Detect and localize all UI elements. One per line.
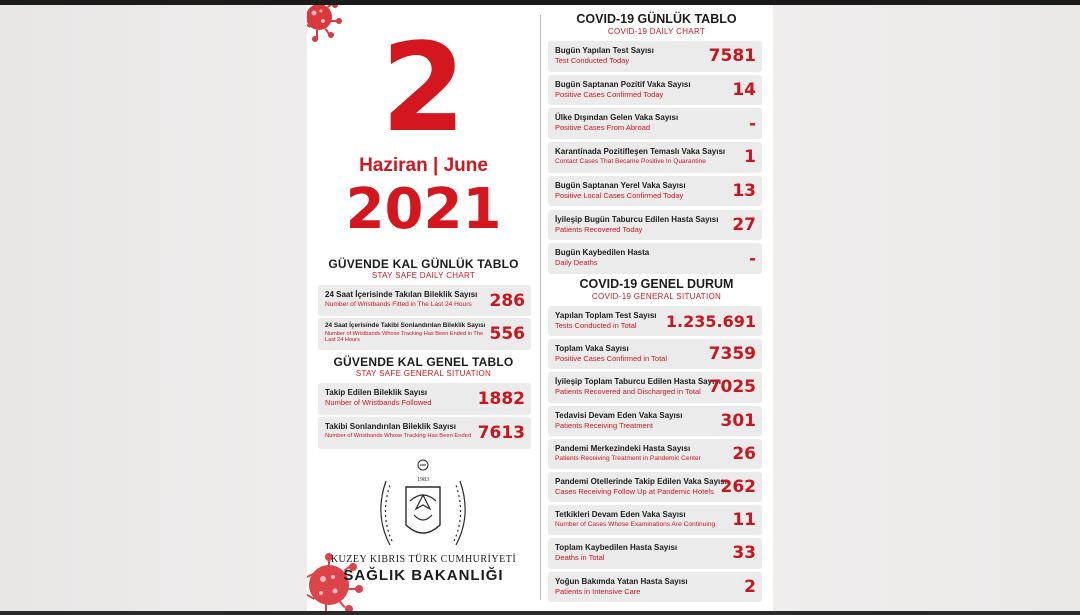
- row-value: 262: [720, 477, 756, 498]
- row-label-en: Patients Recovered and Discharged in Total: [555, 387, 701, 397]
- row-value: 26: [732, 443, 756, 464]
- row-label-tr: 24 Saat İçerisinde Takibi Sonlandırılan Bileklik Sayısı: [325, 322, 486, 329]
- row-label-tr: Bugün Kaybedilen Hasta: [555, 248, 650, 258]
- list-item: [548, 142, 762, 173]
- list-item: [548, 339, 762, 369]
- list-item: [548, 306, 762, 336]
- covid-daily-subtitle: COVID-19 DAILY CHART: [607, 27, 706, 36]
- list-item: [548, 75, 762, 106]
- row-value: 1: [744, 147, 756, 168]
- row-value: 7025: [708, 377, 756, 398]
- stay-safe-daily-subtitle: STAY SAFE DAILY CHART: [371, 271, 476, 280]
- row-value: 7359: [708, 344, 756, 365]
- row-label-tr: Takibi Sonlandırılan Bileklik Sayısı: [325, 422, 457, 431]
- list-item: [548, 372, 762, 402]
- list-item: [318, 417, 531, 449]
- list-item: [548, 538, 762, 568]
- row-label-tr: Pandemi Otellerinde Takip Edilen Vaka Sayısı: [555, 477, 727, 486]
- window-bottom-bar: [0, 611, 1080, 615]
- row-label-tr: Tedavisi Devam Eden Vaka Sayısı: [555, 410, 683, 420]
- date-year: 2021: [345, 177, 502, 242]
- row-label-en: Deaths in Total: [555, 553, 605, 563]
- row-label-en: Cases Receiving Follow Up at Pandemic Hotels: [555, 487, 714, 496]
- list-item: [318, 318, 531, 350]
- row-value: 1.235.691: [665, 311, 756, 331]
- date-month: Haziran | June: [359, 155, 488, 176]
- stay-safe-general-subtitle: STAY SAFE GENERAL SITUATION: [355, 369, 492, 378]
- row-label-en: Patients Receiving Treatment: [555, 420, 653, 430]
- list-item: [548, 210, 762, 241]
- row-label-tr: Takip Edilen Bileklik Sayısı: [325, 388, 428, 397]
- row-label-tr: Yapılan Toplam Test Sayısı: [555, 311, 657, 320]
- list-item: [548, 41, 762, 72]
- row-label-en: Positive Cases Confirmed in Total: [555, 354, 667, 364]
- row-label-en: Contact Cases That Became Positive In Quarantine: [555, 158, 706, 166]
- row-label-tr: Karantinada Pozitifleşen Temaslı Vaka Sayısı: [555, 147, 726, 157]
- row-label-tr: Yoğun Bakımda Yatan Hasta Sayısı: [555, 576, 688, 586]
- row-value: 13: [732, 181, 756, 202]
- row-label-en: Positive Cases Confirmed Today: [555, 89, 664, 99]
- row-label-en: Number of Cases Whose Examinations Are Continuing: [555, 521, 716, 529]
- row-label-en: Number of Wristbands Fitted in The Last 24 Hours: [325, 301, 472, 308]
- row-value: 33: [732, 543, 756, 564]
- list-item: [548, 439, 762, 469]
- row-label-tr: Bugün Saptanan Pozitif Vaka Sayısı: [555, 79, 691, 89]
- row-label-tr: Tetkikleri Devam Eden Vaka Sayısı: [555, 510, 686, 520]
- list-item: [548, 243, 762, 274]
- row-label-en: Tests Conducted in Total: [555, 321, 637, 330]
- ministry-country: KUZEY KIBRIS TÜRK CUMHURİYETİ: [330, 554, 517, 565]
- list-item: [548, 572, 762, 602]
- list-item: [548, 505, 762, 535]
- row-label-en: Number of Wristbands Followed: [325, 398, 432, 407]
- row-label-en: Patients Receiving Treatment in Pandemic Center: [555, 454, 701, 462]
- row-value: 27: [732, 214, 756, 235]
- column-divider: [540, 15, 541, 600]
- covid-general-title: COVID-19 GENEL DURUM: [579, 277, 734, 291]
- list-item: [548, 472, 762, 502]
- row-value: 11: [732, 510, 756, 531]
- covid-poster: [307, 5, 773, 611]
- row-label-en: Number of Wristbands Whose Tracking Has Been Ended: [325, 433, 472, 439]
- row-label-tr: Bugün Yapılan Test Sayısı: [555, 46, 654, 55]
- covid-daily-title: COVID-19 GÜNLÜK TABLO: [576, 12, 737, 26]
- row-value: 556: [489, 324, 525, 344]
- row-label-en: Patients in Intensive Care: [555, 586, 641, 596]
- row-value: 2: [744, 576, 756, 597]
- row-label-en: Daily Deaths: [555, 258, 598, 268]
- row-label-en: Positive Local Cases Confirmed Today: [555, 190, 684, 200]
- row-value: 301: [720, 410, 756, 431]
- row-label-en: Number of Wristbands Whose Tracking Has Been Ended in The Last 24 Hours: [325, 331, 484, 344]
- row-label-tr: Pandemi Merkezindeki Hasta Sayısı: [555, 443, 691, 453]
- ministry-name: SAĞLIK BAKANLIĞI: [343, 567, 504, 584]
- row-label-en: Patients Recovered Today: [555, 224, 643, 234]
- row-label-en: Positive Cases From Abroad: [555, 123, 651, 133]
- row-value: -: [748, 248, 756, 269]
- emblem-year: 1983: [417, 477, 429, 483]
- list-item: [318, 383, 531, 415]
- stay-safe-daily-title: GÜVENDE KAL GÜNLÜK TABLO: [328, 257, 519, 271]
- row-value: 14: [732, 80, 756, 101]
- list-item: [318, 285, 531, 316]
- row-label-tr: İyileşip Bugün Taburcu Edilen Hasta Sayısı: [555, 214, 719, 224]
- stay-safe-general-title: GÜVENDE KAL GENEL TABLO: [333, 355, 514, 369]
- row-label-tr: Bugün Saptanan Yerel Vaka Sayısı: [555, 180, 686, 190]
- list-item: [548, 108, 762, 139]
- list-item: [548, 406, 762, 436]
- row-value: -: [748, 113, 756, 134]
- row-value: 1882: [477, 389, 525, 409]
- row-label-tr: Toplam Kaybedilen Hasta Sayısı: [555, 543, 678, 553]
- row-value: 286: [489, 290, 525, 311]
- date-day: 2: [381, 17, 466, 159]
- row-value: 7581: [708, 46, 756, 67]
- row-label-tr: Ülke Dışından Gelen Vaka Sayısı: [555, 113, 679, 123]
- row-label-tr: 24 Saat İçerisinde Takılan Bileklik Sayısı: [325, 290, 478, 299]
- row-label-en: Test Conducted Today: [555, 56, 630, 65]
- row-label-tr: İyileşip Toplam Taburcu Edilen Hasta Sayısı: [555, 377, 721, 387]
- row-label-tr: Toplam Vaka Sayısı: [555, 344, 629, 354]
- list-item: [548, 176, 762, 207]
- state-emblem-icon: [370, 455, 476, 555]
- row-value: 7613: [477, 423, 525, 443]
- covid-general-subtitle: COVID-19 GENERAL SITUATION: [591, 292, 722, 301]
